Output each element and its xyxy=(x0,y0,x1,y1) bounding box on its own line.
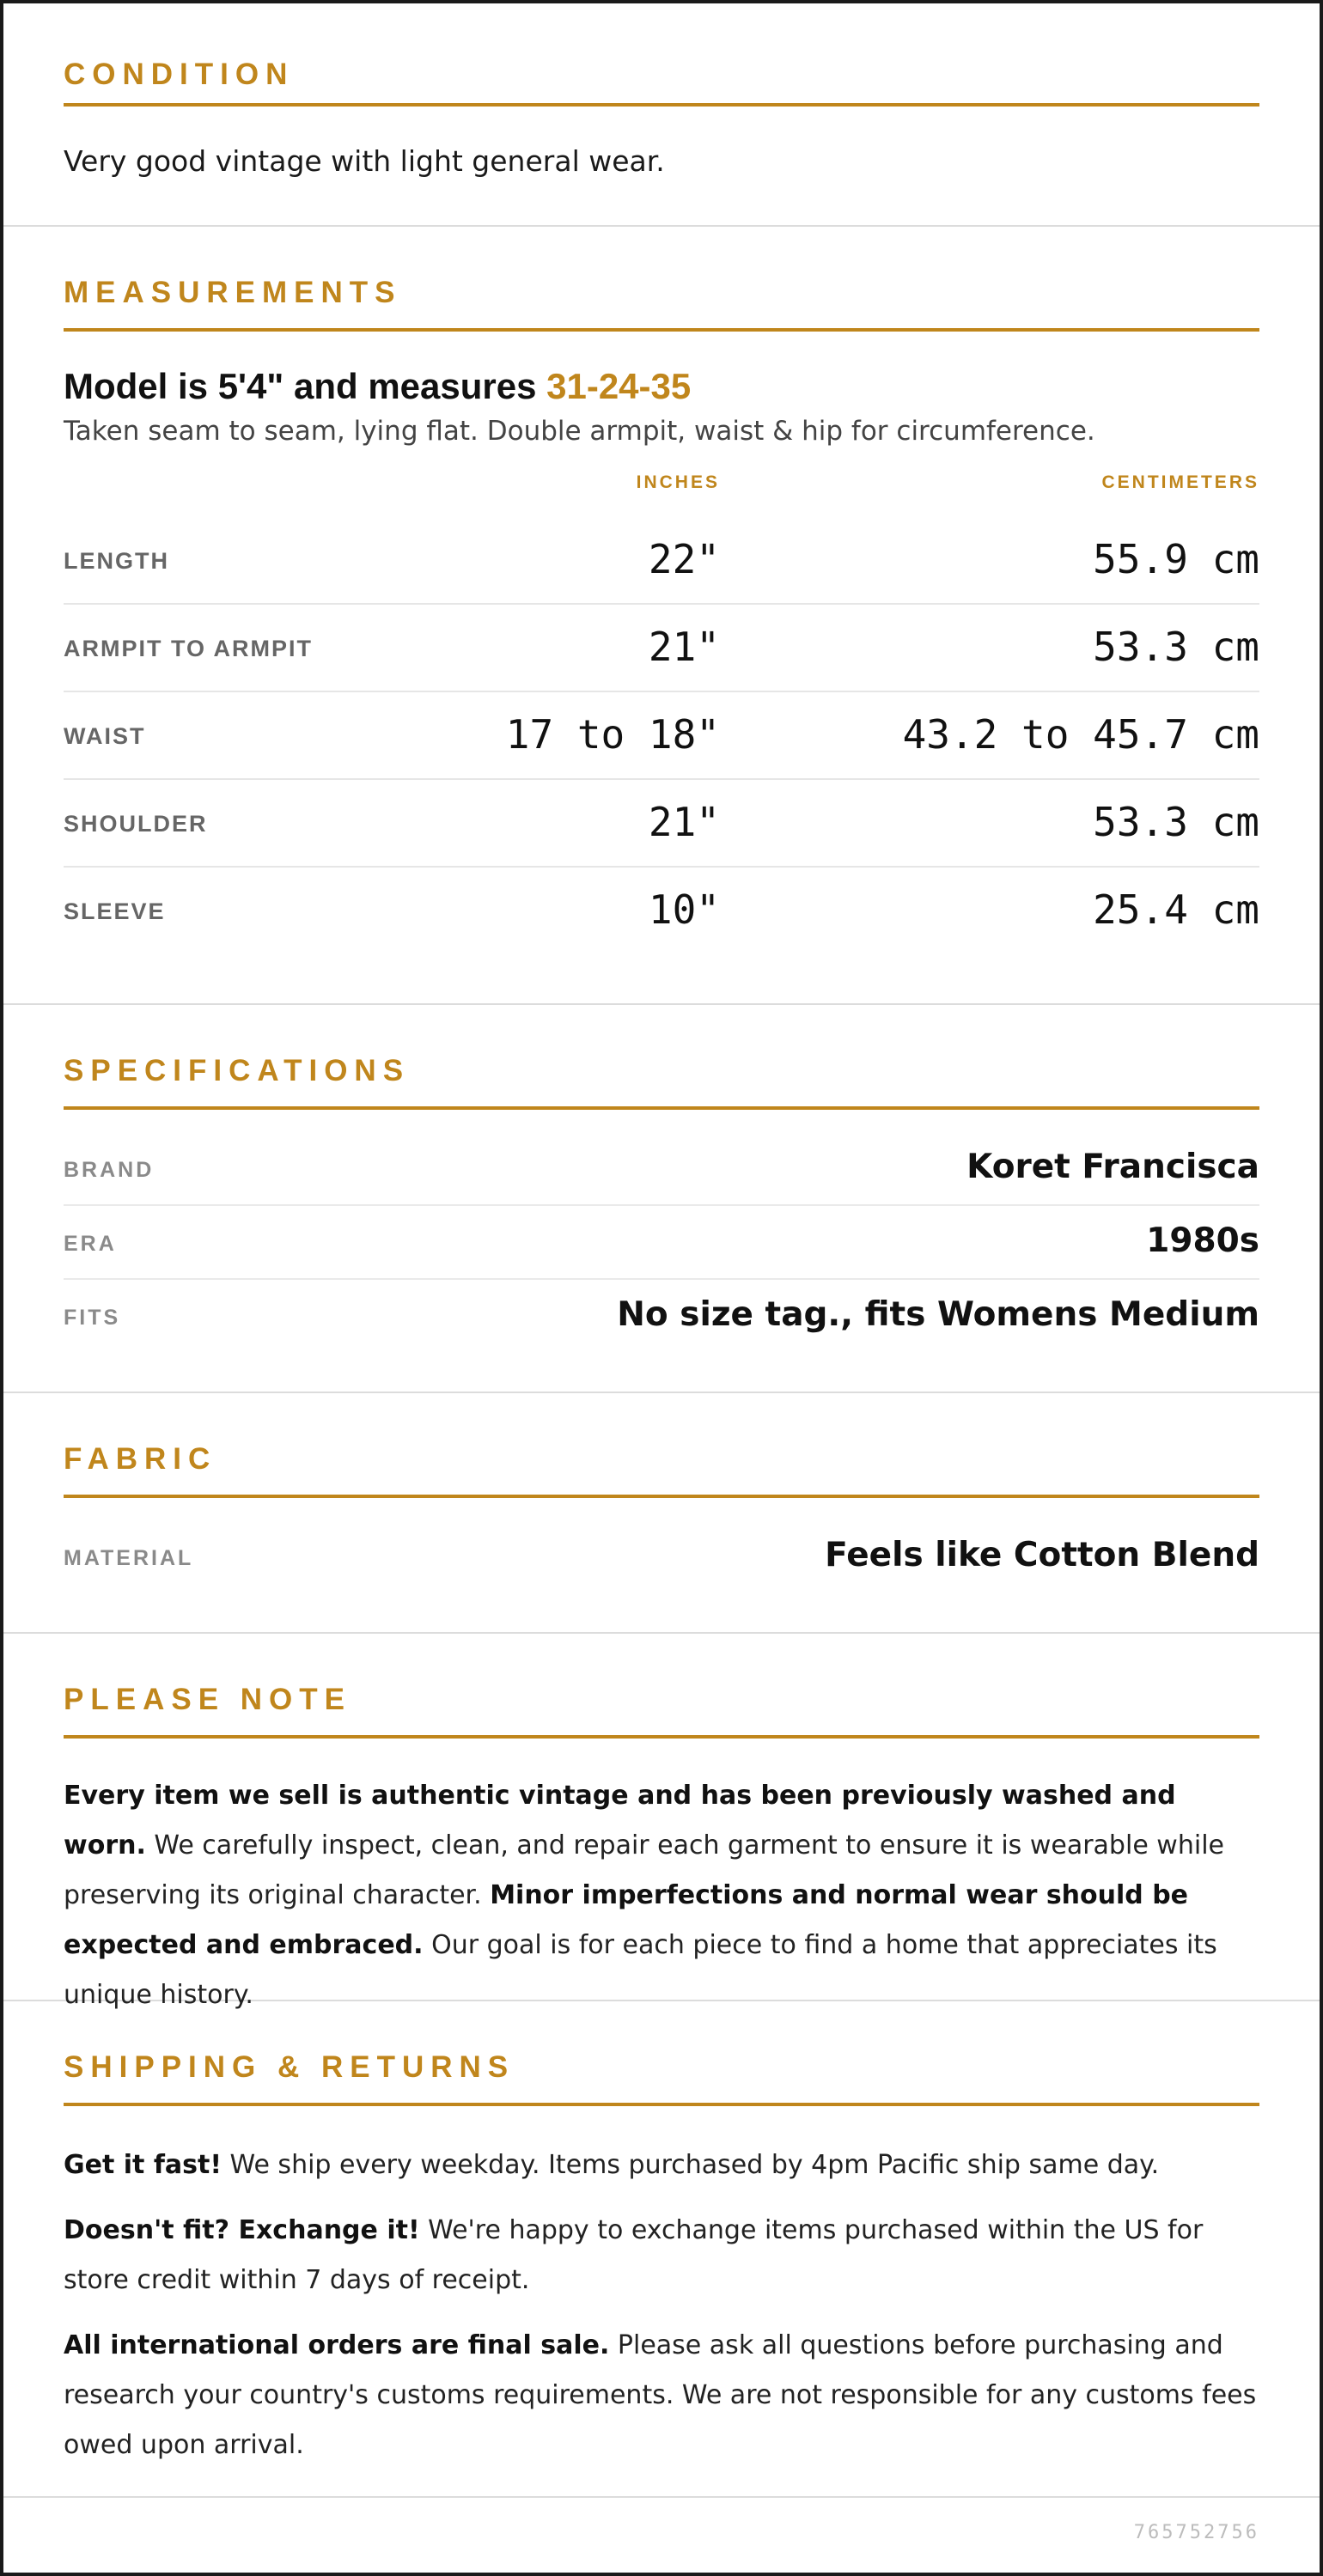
measurement-cm: 55.9 cm xyxy=(1093,536,1259,582)
model-info xyxy=(64,366,1259,407)
shipping-text: We ship every weekday. Items purchased by 4pm Pacific ship same day. xyxy=(222,2150,1160,2180)
spec-row xyxy=(64,1132,1259,1206)
measurements-heading: MEASUREMENTS xyxy=(64,276,402,309)
heading-rule xyxy=(64,1495,1259,1498)
specifications-section xyxy=(3,1005,1320,1393)
shipping-heading: SHIPPING & RETURNS xyxy=(64,2050,515,2084)
measurement-cm: 25.4 cm xyxy=(1093,886,1259,933)
measurement-label: SHOULDER xyxy=(64,811,208,837)
measurement-cm: 43.2 to 45.7 cm xyxy=(902,711,1259,758)
please-note-heading: PLEASE NOTE xyxy=(64,1683,351,1716)
please-note-text xyxy=(64,1771,1259,2020)
product-sku: 765752756 xyxy=(1133,2522,1259,2543)
measurements-section xyxy=(3,227,1320,1005)
measurement-inches: 17 to 18" xyxy=(505,711,720,758)
measurement-inches: 21" xyxy=(648,799,720,845)
measurement-row xyxy=(64,868,1259,955)
fabric-value: Feels like Cotton Blend xyxy=(825,1536,1259,1574)
heading-rule xyxy=(64,103,1259,107)
spec-row xyxy=(64,1280,1259,1354)
shipping-bold: Doesn't fit? Exchange it! xyxy=(64,2215,420,2245)
measurement-row xyxy=(64,780,1259,868)
inches-column-header: INCHES xyxy=(636,472,720,492)
note-bold-1: Every item we sell is authentic vintage and has been previously washed and worn. xyxy=(64,1781,1176,1860)
shipping-bold: Get it fast! xyxy=(64,2150,222,2180)
fabric-heading: FABRIC xyxy=(64,1442,217,1476)
measurement-row xyxy=(64,692,1259,780)
shipping-bold: All international orders are final sale. xyxy=(64,2330,610,2360)
spec-label: BRAND xyxy=(64,1158,155,1182)
please-note-section xyxy=(3,1634,1320,2010)
measurement-column-headers xyxy=(64,472,1259,517)
note-text-1: We carefully inspect, clean, and repair each garment to ensure it is wearable while preserving its original character. xyxy=(64,1830,1224,1910)
shipping-paragraph xyxy=(64,2206,1259,2305)
heading-rule xyxy=(64,2103,1259,2106)
shipping-paragraph xyxy=(64,2321,1259,2470)
fabric-section xyxy=(3,1393,1320,1634)
note-bold-2: Minor imperfections and normal wear should be expected and embraced. xyxy=(64,1880,1189,1960)
measurement-label: WAIST xyxy=(64,723,146,749)
measurement-inches: 10" xyxy=(648,886,720,933)
condition-section xyxy=(3,3,1320,227)
spec-label: ERA xyxy=(64,1232,117,1256)
footer xyxy=(3,2498,1320,2573)
spec-row xyxy=(64,1206,1259,1280)
shipping-text: We're happy to exchange items purchased within the US for store credit within 7 days of receipt. xyxy=(64,2215,1204,2295)
heading-rule xyxy=(64,1735,1259,1739)
measurement-inches: 22" xyxy=(648,536,720,582)
measurement-label: SLEEVE xyxy=(64,898,166,924)
condition-heading: CONDITION xyxy=(64,58,295,91)
shipping-text: Please ask all questions before purchasing and research your country's customs requirements. We are not responsible for any customs fees owed upon arrival. xyxy=(64,2330,1257,2460)
measurement-cm: 53.3 cm xyxy=(1093,624,1259,670)
measurement-inches: 21" xyxy=(648,624,720,670)
note-text-2: Our goal is for each piece to find a home that appreciates its unique history. xyxy=(64,1930,1217,2010)
measurement-method-note: Taken seam to seam, lying flat. Double armpit, waist & hip for circumference. xyxy=(64,416,1095,447)
measurement-label: ARMPIT TO ARMPIT xyxy=(64,636,313,661)
spec-value: Koret Francisca xyxy=(966,1148,1259,1186)
specifications-heading: SPECIFICATIONS xyxy=(64,1054,411,1087)
heading-rule xyxy=(64,1106,1259,1110)
spec-value: 1980s xyxy=(1146,1221,1259,1260)
heading-rule xyxy=(64,328,1259,332)
shipping-returns-section xyxy=(3,2001,1320,2498)
shipping-paragraph xyxy=(64,2141,1259,2190)
spec-label: FITS xyxy=(64,1306,121,1330)
spec-value: No size tag., fits Womens Medium xyxy=(617,1295,1259,1334)
model-prefix: Model is 5'4" and measures xyxy=(64,366,547,406)
condition-text: Very good vintage with light general wear. xyxy=(64,144,665,178)
fabric-row xyxy=(64,1520,1259,1594)
measurement-label: LENGTH xyxy=(64,548,169,574)
centimeters-column-header: CENTIMETERS xyxy=(1101,472,1259,492)
measurement-row xyxy=(64,517,1259,605)
model-measures: 31-24-35 xyxy=(546,366,692,406)
fabric-label: MATERIAL xyxy=(64,1546,194,1570)
measurement-row xyxy=(64,605,1259,692)
measurement-table xyxy=(64,517,1259,955)
measurement-cm: 53.3 cm xyxy=(1093,799,1259,845)
